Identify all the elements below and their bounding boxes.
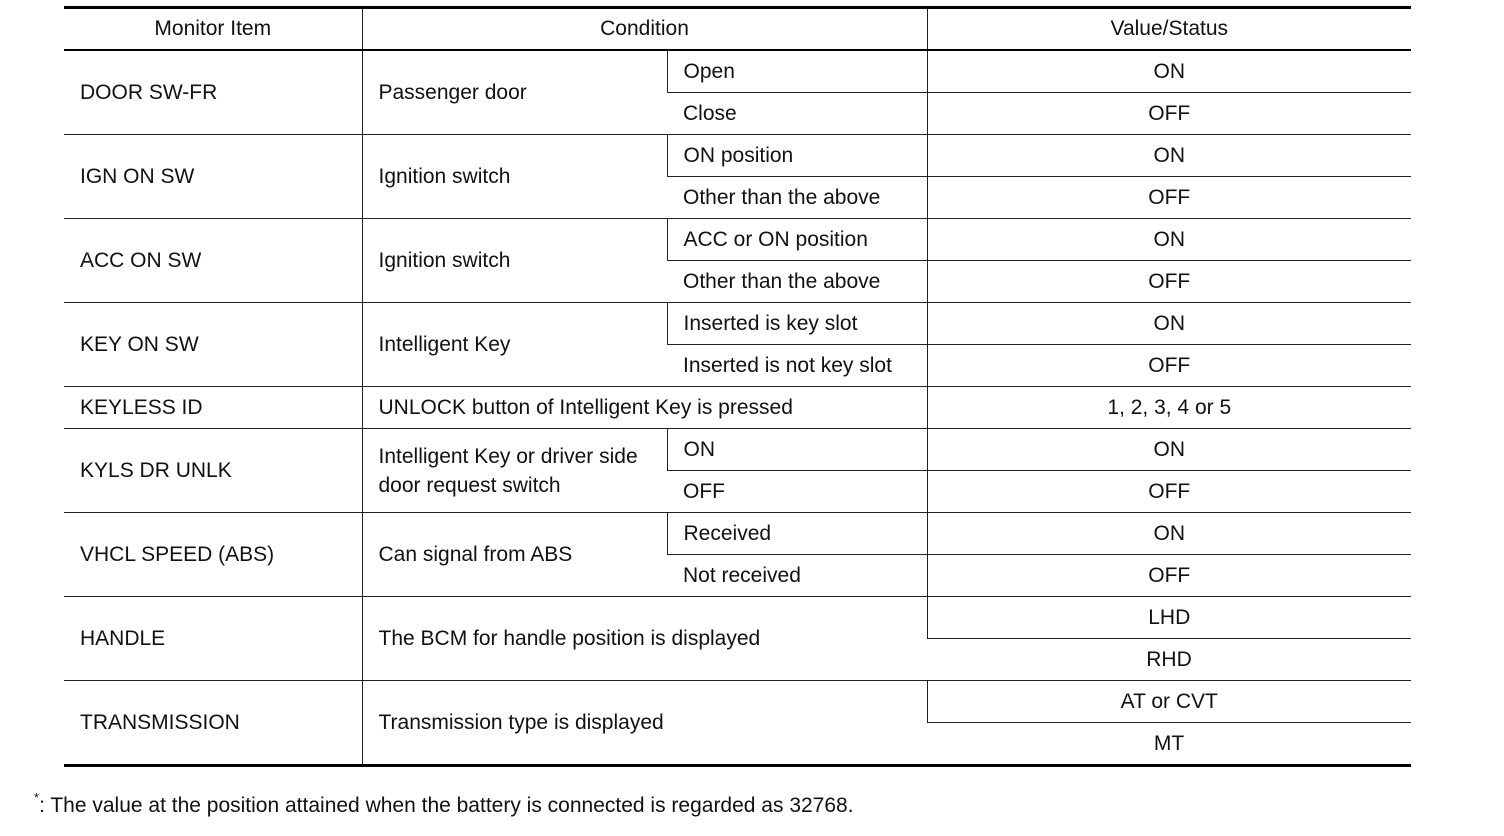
condition-cell: Passenger door xyxy=(362,50,667,135)
value-cell: RHD xyxy=(927,639,1411,681)
condition-cell: Transmission type is displayed xyxy=(362,681,927,766)
value-cell: ON xyxy=(927,219,1411,261)
monitor-table xyxy=(64,6,1411,767)
table-row xyxy=(64,387,1411,429)
monitor-item-cell: TRANSMISSION xyxy=(64,681,362,766)
sub-condition-cell: Other than the above xyxy=(667,261,927,303)
sub-condition-cell: Received xyxy=(667,513,927,555)
sub-condition-cell: Inserted is not key slot xyxy=(667,345,927,387)
footnote-mark: * xyxy=(34,790,40,805)
table-row xyxy=(64,135,1411,177)
table-row xyxy=(64,429,1411,471)
value-cell: ON xyxy=(927,429,1411,471)
sub-condition-cell: ACC or ON position xyxy=(667,219,927,261)
value-cell: AT or CVT xyxy=(927,681,1411,723)
header-row xyxy=(64,8,1411,51)
sub-condition-cell: Open xyxy=(667,50,927,93)
condition-cell: The BCM for handle position is displayed xyxy=(362,597,927,681)
monitor-item-cell: DOOR SW-FR xyxy=(64,50,362,135)
monitor-item-cell: KEYLESS ID xyxy=(64,387,362,429)
sub-condition-cell: ON xyxy=(667,429,927,471)
value-cell: OFF xyxy=(927,177,1411,219)
sub-condition-cell: Not received xyxy=(667,555,927,597)
monitor-item-cell: ACC ON SW xyxy=(64,219,362,303)
value-cell: OFF xyxy=(927,93,1411,135)
table-row xyxy=(64,50,1411,93)
sub-condition-cell: Other than the above xyxy=(667,177,927,219)
footnote-text: : The value at the position attained when the battery is connected is regarded as 32768. xyxy=(39,794,854,817)
header-monitor-item: Monitor Item xyxy=(64,8,362,51)
condition-cell: Intelligent Key or driver side door request switch xyxy=(362,429,667,513)
value-cell: ON xyxy=(927,303,1411,345)
table-row xyxy=(64,303,1411,345)
header-condition: Condition xyxy=(362,8,927,51)
condition-cell: Intelligent Key xyxy=(362,303,667,387)
monitor-item-cell: KEY ON SW xyxy=(64,303,362,387)
value-cell: ON xyxy=(927,50,1411,93)
condition-cell: Ignition switch xyxy=(362,135,667,219)
value-cell: OFF xyxy=(927,555,1411,597)
monitor-item-cell: IGN ON SW xyxy=(64,135,362,219)
value-cell: OFF xyxy=(927,261,1411,303)
sub-condition-cell: ON position xyxy=(667,135,927,177)
value-cell: OFF xyxy=(927,345,1411,387)
table-row xyxy=(64,513,1411,555)
value-cell: OFF xyxy=(927,471,1411,513)
value-cell: MT xyxy=(927,723,1411,766)
monitor-item-cell: HANDLE xyxy=(64,597,362,681)
table-row xyxy=(64,219,1411,261)
sub-condition-cell: Inserted is key slot xyxy=(667,303,927,345)
condition-cell: Can signal from ABS xyxy=(362,513,667,597)
value-cell: 1, 2, 3, 4 or 5 xyxy=(927,387,1411,429)
monitor-item-cell: VHCL SPEED (ABS) xyxy=(64,513,362,597)
table-row xyxy=(64,681,1411,723)
condition-cell: Ignition switch xyxy=(362,219,667,303)
value-cell: ON xyxy=(927,513,1411,555)
condition-cell: UNLOCK button of Intelligent Key is pressed xyxy=(362,387,927,429)
monitor-item-cell: KYLS DR UNLK xyxy=(64,429,362,513)
sub-condition-cell: OFF xyxy=(667,471,927,513)
sub-condition-cell: Close xyxy=(667,93,927,135)
table-row xyxy=(64,597,1411,639)
value-cell: ON xyxy=(927,135,1411,177)
value-cell: LHD xyxy=(927,597,1411,639)
header-value-status: Value/Status xyxy=(927,8,1411,51)
footnote xyxy=(34,790,854,818)
